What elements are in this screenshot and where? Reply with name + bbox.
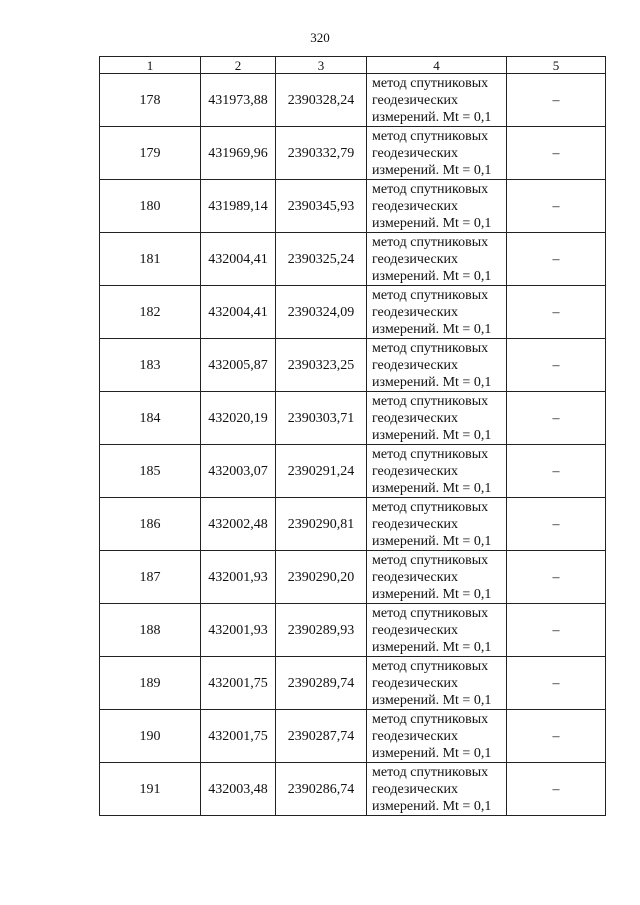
- column5-cell: –: [507, 180, 606, 233]
- column5-cell: –: [507, 339, 606, 392]
- y-coordinate-cell: 2390287,74: [276, 710, 367, 763]
- column-header: 3: [276, 57, 367, 74]
- point-number-cell: 183: [100, 339, 201, 392]
- column5-cell: –: [507, 74, 606, 127]
- column5-cell: –: [507, 445, 606, 498]
- x-coordinate-cell: 431973,88: [201, 74, 276, 127]
- x-coordinate-cell: 432002,48: [201, 498, 276, 551]
- x-coordinate-cell: 432004,41: [201, 233, 276, 286]
- point-number-cell: 181: [100, 233, 201, 286]
- x-coordinate-cell: 432001,75: [201, 657, 276, 710]
- point-number-cell: 190: [100, 710, 201, 763]
- column5-cell: –: [507, 127, 606, 180]
- x-coordinate-cell: 432001,93: [201, 604, 276, 657]
- column5-cell: –: [507, 286, 606, 339]
- point-number-cell: 185: [100, 445, 201, 498]
- point-number-cell: 191: [100, 763, 201, 816]
- point-number-cell: 187: [100, 551, 201, 604]
- table-row: [100, 286, 606, 339]
- table-row: [100, 657, 606, 710]
- column5-cell: –: [507, 657, 606, 710]
- column-header: 1: [100, 57, 201, 74]
- method-cell: метод спутниковых геодезических измерений. Mt = 0,1: [367, 180, 507, 233]
- method-cell: метод спутниковых геодезических измерений. Mt = 0,1: [367, 657, 507, 710]
- column5-cell: –: [507, 710, 606, 763]
- x-coordinate-cell: 432001,93: [201, 551, 276, 604]
- y-coordinate-cell: 2390332,79: [276, 127, 367, 180]
- method-cell: метод спутниковых геодезических измерений. Mt = 0,1: [367, 710, 507, 763]
- x-coordinate-cell: 431969,96: [201, 127, 276, 180]
- column-header: 2: [201, 57, 276, 74]
- table-row: [100, 498, 606, 551]
- method-cell: метод спутниковых геодезических измерений. Mt = 0,1: [367, 763, 507, 816]
- table-row: [100, 127, 606, 180]
- x-coordinate-cell: 432001,75: [201, 710, 276, 763]
- page-number: 320: [310, 30, 330, 45]
- column-header: 5: [507, 57, 606, 74]
- point-number-cell: 186: [100, 498, 201, 551]
- point-number-cell: 180: [100, 180, 201, 233]
- table-header-row: [100, 57, 606, 74]
- method-cell: метод спутниковых геодезических измерений. Mt = 0,1: [367, 339, 507, 392]
- table-row: [100, 710, 606, 763]
- column5-cell: –: [507, 551, 606, 604]
- table-row: [100, 604, 606, 657]
- table-row: [100, 445, 606, 498]
- y-coordinate-cell: 2390345,93: [276, 180, 367, 233]
- column5-cell: –: [507, 498, 606, 551]
- point-number-cell: 182: [100, 286, 201, 339]
- x-coordinate-cell: 432005,87: [201, 339, 276, 392]
- method-cell: метод спутниковых геодезических измерений. Mt = 0,1: [367, 233, 507, 286]
- x-coordinate-cell: 432003,48: [201, 763, 276, 816]
- coordinates-table: [99, 56, 606, 816]
- y-coordinate-cell: 2390325,24: [276, 233, 367, 286]
- x-coordinate-cell: 432004,41: [201, 286, 276, 339]
- table-row: [100, 551, 606, 604]
- y-coordinate-cell: 2390290,20: [276, 551, 367, 604]
- y-coordinate-cell: 2390289,74: [276, 657, 367, 710]
- x-coordinate-cell: 431989,14: [201, 180, 276, 233]
- method-cell: метод спутниковых геодезических измерений. Mt = 0,1: [367, 127, 507, 180]
- method-cell: метод спутниковых геодезических измерений. Mt = 0,1: [367, 445, 507, 498]
- y-coordinate-cell: 2390286,74: [276, 763, 367, 816]
- method-cell: метод спутниковых геодезических измерений. Mt = 0,1: [367, 74, 507, 127]
- column5-cell: –: [507, 604, 606, 657]
- method-cell: метод спутниковых геодезических измерений. Mt = 0,1: [367, 498, 507, 551]
- table-row: [100, 180, 606, 233]
- y-coordinate-cell: 2390323,25: [276, 339, 367, 392]
- point-number-cell: 179: [100, 127, 201, 180]
- y-coordinate-cell: 2390290,81: [276, 498, 367, 551]
- method-cell: метод спутниковых геодезических измерений. Mt = 0,1: [367, 604, 507, 657]
- method-cell: метод спутниковых геодезических измерений. Mt = 0,1: [367, 392, 507, 445]
- method-cell: метод спутниковых геодезических измерений. Mt = 0,1: [367, 551, 507, 604]
- table-row: [100, 233, 606, 286]
- point-number-cell: 184: [100, 392, 201, 445]
- column5-cell: –: [507, 233, 606, 286]
- table-body: [100, 57, 606, 816]
- y-coordinate-cell: 2390291,24: [276, 445, 367, 498]
- column5-cell: –: [507, 763, 606, 816]
- x-coordinate-cell: 432003,07: [201, 445, 276, 498]
- y-coordinate-cell: 2390289,93: [276, 604, 367, 657]
- y-coordinate-cell: 2390328,24: [276, 74, 367, 127]
- x-coordinate-cell: 432020,19: [201, 392, 276, 445]
- method-cell: метод спутниковых геодезических измерений. Mt = 0,1: [367, 286, 507, 339]
- column-header: 4: [367, 57, 507, 74]
- y-coordinate-cell: 2390324,09: [276, 286, 367, 339]
- table-row: [100, 74, 606, 127]
- point-number-cell: 178: [100, 74, 201, 127]
- table-row: [100, 392, 606, 445]
- table-row: [100, 339, 606, 392]
- table-row: [100, 763, 606, 816]
- y-coordinate-cell: 2390303,71: [276, 392, 367, 445]
- point-number-cell: 189: [100, 657, 201, 710]
- column5-cell: –: [507, 392, 606, 445]
- point-number-cell: 188: [100, 604, 201, 657]
